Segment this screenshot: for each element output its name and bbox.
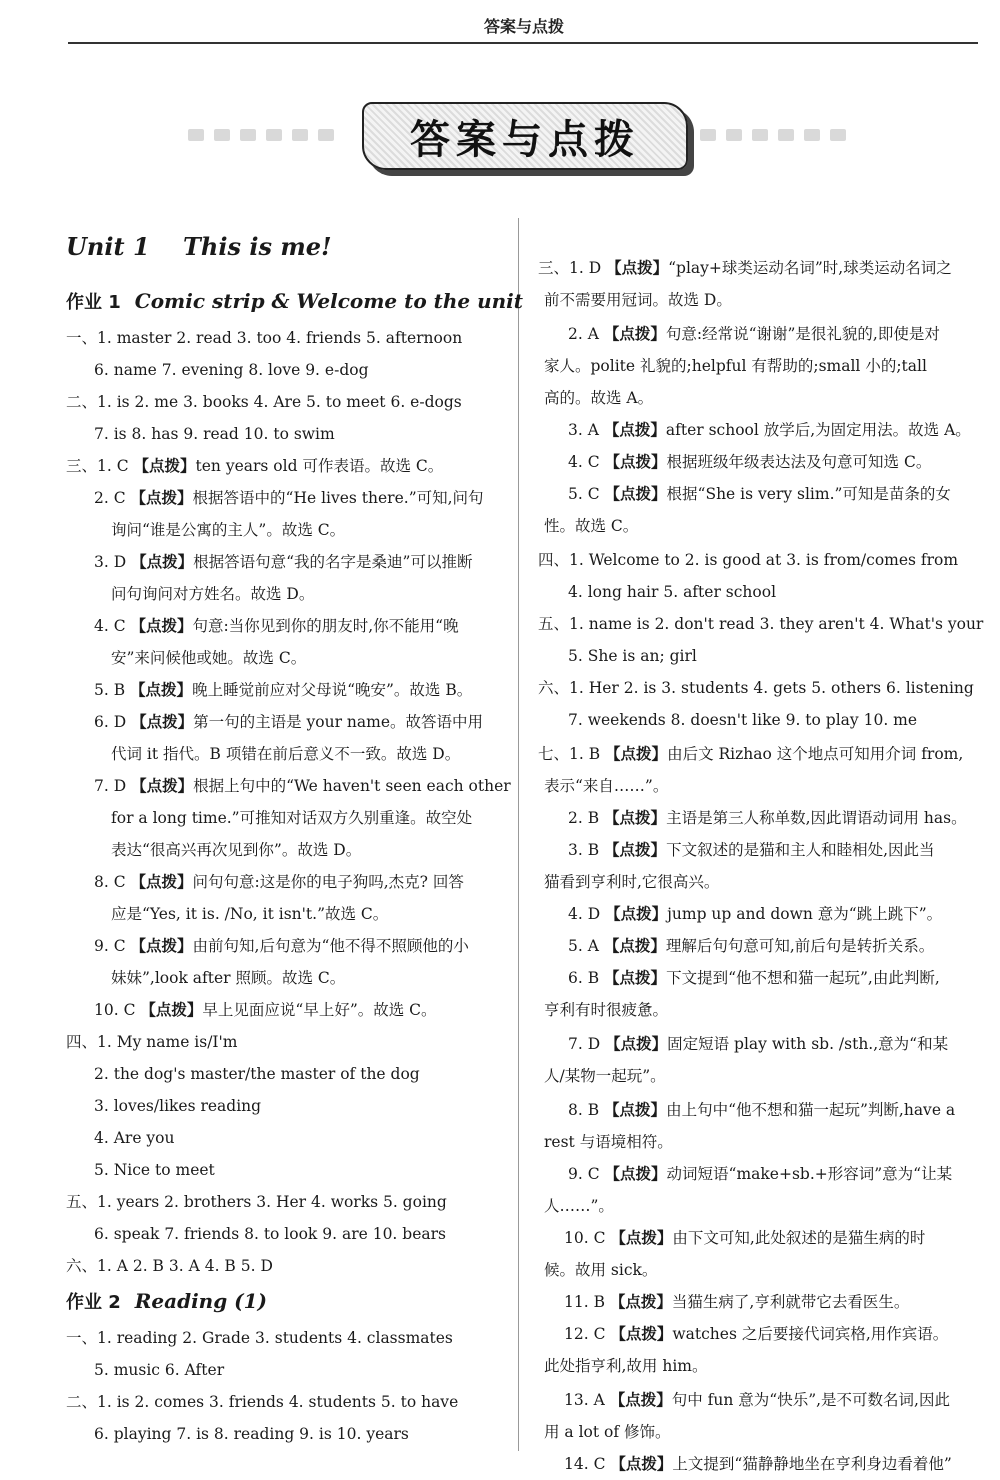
tip-marker: 【点拨】 — [604, 809, 667, 827]
answer-line: 此处指亨利,故用 him。 — [544, 1357, 708, 1375]
homework-2-label: 作业 2 — [66, 1292, 121, 1313]
tip-marker: 【点拨】 — [605, 1035, 668, 1053]
answer-line: 4. D 【点拨】jump up and down 意为“跳上跳下”。 — [568, 905, 943, 923]
answer-line: 亨利有时很疲惫。 — [544, 1001, 669, 1019]
answer-line: for a long time.”可推知对话双方久别重逢。故空处 — [111, 809, 473, 827]
tip-marker: 【点拨】 — [604, 969, 667, 987]
tip-marker: 【点拨】 — [130, 617, 193, 635]
answer-line: 2. B 【点拨】主语是第三人称单数,因此谓语动词用 has。 — [568, 809, 967, 827]
answer-line: 5. C 【点拨】根据“She is very slim.”可知是苗条的女 — [568, 485, 951, 503]
answer-line: 8. B 【点拨】由上句中“他不想和猫一起玩”判断,have a — [568, 1101, 956, 1119]
tip-marker: 【点拨】 — [604, 841, 667, 859]
answer-line: 表示“来自……”。 — [544, 777, 669, 795]
answer-line: 四、1. Welcome to 2. is good at 3. is from/comes from — [538, 551, 959, 569]
answer-line: 7. is 8. has 9. read 10. to swim — [94, 425, 335, 443]
answer-line: 5. music 6. After — [94, 1361, 225, 1379]
answer-line: 7. D 【点拨】固定短语 play with sb. /sth.,意为“和某 — [568, 1035, 949, 1053]
answer-line: rest 与语境相符。 — [544, 1133, 673, 1151]
tip-marker: 【点拨】 — [604, 485, 667, 503]
answer-line: 用 a lot of 修饰。 — [544, 1423, 671, 1441]
answer-line: 6. name 7. evening 8. love 9. e-dog — [94, 361, 369, 379]
answer-line: 14. C 【点拨】上文提到“猫静静地坐在亨利身边看着他” — [564, 1455, 952, 1473]
tip-marker: 【点拨】 — [130, 937, 193, 955]
answer-line: 3. B 【点拨】下文叙述的是猫和主人和睦相处,因此当 — [568, 841, 935, 859]
answer-line: 七、1. B 【点拨】由后文 Rizhao 这个地点可知用介词 from, — [538, 745, 964, 763]
answer-line: 8. C 【点拨】问句句意:这是你的电子狗吗,杰克? 回答 — [94, 873, 464, 891]
answer-line: 三、1. C 【点拨】ten years old 可作表语。故选 C。 — [66, 457, 444, 475]
answer-line: 3. loves/likes reading — [94, 1097, 262, 1115]
answer-line: 代词 it 指代。B 项错在前后意义不一致。故选 D。 — [111, 745, 461, 763]
tip-marker: 【点拨】 — [130, 489, 193, 507]
running-header: 答案与点拨 — [483, 17, 564, 36]
tip-marker: 【点拨】 — [140, 1001, 203, 1019]
answer-line: 3. D 【点拨】根据答语句意“我的名字是桑迪”可以推断 — [94, 553, 473, 571]
banner-title: 答案与点拨 — [410, 116, 640, 163]
answer-line: 4. C 【点拨】句意:当你见到你的朋友时,你不能用“晚 — [94, 617, 459, 635]
tip-marker: 【点拨】 — [604, 1101, 667, 1119]
tip-marker: 【点拨】 — [131, 777, 194, 795]
answer-line: 六、1. A 2. B 3. A 4. B 5. D — [66, 1257, 273, 1275]
answer-line: 五、1. name is 2. don't read 3. they aren't 4. What's your — [538, 615, 984, 633]
answer-line: 五、1. years 2. brothers 3. Her 4. works 5. going — [66, 1193, 447, 1211]
answer-line: 2. A 【点拨】句意:经常说“谢谢”是很礼貌的,即使是对 — [568, 325, 940, 343]
banner-decoration-left — [188, 126, 348, 148]
answer-line: 2. the dog's master/the master of the dog — [94, 1065, 420, 1083]
answer-line: 问句询问对方姓名。故选 D。 — [111, 585, 315, 603]
answer-line: 二、1. is 2. me 3. books 4. Are 5. to meet 6. e-dogs — [66, 393, 462, 411]
answer-line: 5. She is an; girl — [568, 647, 697, 665]
answer-line: 7. D 【点拨】根据上句中的“We haven't seen each other — [94, 777, 511, 795]
column-divider — [518, 218, 519, 1451]
answer-line: 9. C 【点拨】动词短语“make+sb.+形容词”意为“让某 — [568, 1165, 953, 1183]
tip-marker: 【点拨】 — [610, 1455, 673, 1473]
homework-1-title — [66, 288, 523, 314]
tip-marker: 【点拨】 — [131, 713, 194, 731]
homework-1-name: Comic strip & Welcome to the unit — [134, 289, 523, 313]
answer-line: 10. C 【点拨】早上见面应说“早上好”。故选 C。 — [94, 1001, 437, 1019]
answer-line: 12. C 【点拨】watches 之后要接代词宾格,用作宾语。 — [564, 1325, 949, 1343]
answer-line: 3. A 【点拨】after school 放学后,为固定用法。故选 A。 — [568, 421, 971, 439]
answer-line: 前不需要用冠词。故选 D。 — [544, 291, 732, 309]
answer-line: 性。故选 C。 — [544, 517, 639, 535]
answer-line: 询问“谁是公寓的主人”。故选 C。 — [111, 521, 346, 539]
tip-marker: 【点拨】 — [605, 905, 668, 923]
answer-line: 6. D 【点拨】第一句的主语是 your name。故答语中用 — [94, 713, 484, 731]
answer-line: 三、1. D 【点拨】“play+球类运动名词”时,球类运动名词之 — [538, 259, 952, 277]
answer-line: 四、1. My name is/I'm — [66, 1033, 238, 1051]
tip-marker: 【点拨】 — [609, 1391, 672, 1409]
answer-line: 六、1. Her 2. is 3. students 4. gets 5. others 6. listening — [538, 679, 974, 697]
tip-marker: 【点拨】 — [610, 1229, 673, 1247]
tip-marker: 【点拨】 — [603, 325, 666, 343]
tip-marker: 【点拨】 — [604, 453, 667, 471]
tip-marker: 【点拨】 — [603, 421, 666, 439]
answer-line: 高的。故选 A。 — [544, 389, 654, 407]
answer-line: 5. Nice to meet — [94, 1161, 215, 1179]
answer-line: 6. playing 7. is 8. reading 9. is 10. years — [94, 1425, 409, 1443]
tip-marker: 【点拨】 — [609, 1293, 672, 1311]
answer-line: 10. C 【点拨】由下文可知,此处叙述的是猫生病的时 — [564, 1229, 926, 1247]
tip-marker: 【点拨】 — [133, 457, 196, 475]
answer-line: 2. C 【点拨】根据答语中的“He lives there.”可知,问句 — [94, 489, 484, 507]
tip-marker: 【点拨】 — [131, 553, 194, 571]
answer-line: 4. Are you — [94, 1129, 175, 1147]
answer-line: 4. C 【点拨】根据班级年级表达法及句意可知选 C。 — [568, 453, 932, 471]
answer-line: 人……”。 — [544, 1197, 614, 1215]
answer-line: 6. B 【点拨】下文提到“他不想和猫一起玩”,由此判断, — [568, 969, 940, 987]
tip-marker: 【点拨】 — [605, 745, 668, 763]
unit-title: Unit 1 This is me! — [66, 232, 332, 261]
answer-line: 妹妹”,look after 照顾。故选 C。 — [111, 969, 346, 987]
answer-line: 7. weekends 8. doesn't like 9. to play 10. me — [568, 711, 918, 729]
answer-line: 家人。polite 礼貌的;helpful 有帮助的;small 小的;tall — [544, 357, 927, 375]
answer-line: 9. C 【点拨】由前句知,后句意为“他不得不照顾他的小 — [94, 937, 469, 955]
tip-marker: 【点拨】 — [606, 259, 669, 277]
tip-marker: 【点拨】 — [603, 937, 666, 955]
answer-line: 应是“Yes, it is. /No, it isn't.”故选 C。 — [111, 905, 389, 923]
answer-line: 人/某物一起玩”。 — [544, 1067, 666, 1085]
answer-line: 13. A 【点拨】句中 fun 意为“快乐”,是不可数名词,因此 — [564, 1391, 950, 1409]
answer-line: 一、1. reading 2. Grade 3. students 4. classmates — [66, 1329, 453, 1347]
answer-line: 猫看到亨利时,它很高兴。 — [544, 873, 720, 891]
tip-marker: 【点拨】 — [604, 1165, 667, 1183]
tip-marker: 【点拨】 — [130, 873, 193, 891]
answer-line: 5. A 【点拨】理解后句句意可知,前后句是转折关系。 — [568, 937, 935, 955]
tip-marker: 【点拨】 — [130, 681, 193, 699]
answer-line: 表达“很高兴再次见到你”。故选 D。 — [111, 841, 362, 859]
answer-line: 安”来问候他或她。故选 C。 — [111, 649, 307, 667]
section-banner — [362, 102, 688, 170]
answer-line: 6. speak 7. friends 8. to look 9. are 10. bears — [94, 1225, 446, 1243]
tip-marker: 【点拨】 — [610, 1325, 673, 1343]
answer-line: 一、1. master 2. read 3. too 4. friends 5. afternoon — [66, 329, 463, 347]
answer-line: 候。故用 sick。 — [544, 1261, 658, 1279]
homework-1-label: 作业 1 — [66, 292, 121, 313]
homework-2-title — [66, 1288, 267, 1314]
header-rule — [68, 42, 978, 44]
answer-line: 二、1. is 2. comes 3. friends 4. students 5. to have — [66, 1393, 459, 1411]
banner-decoration-right — [700, 126, 860, 148]
homework-2-name: Reading (1) — [134, 1289, 268, 1313]
answer-line: 5. B 【点拨】晚上睡觉前应对父母说“晚安”。故选 B。 — [94, 681, 473, 699]
answer-line: 11. B 【点拨】当猫生病了,亨利就带它去看医生。 — [564, 1293, 910, 1311]
answer-line: 4. long hair 5. after school — [568, 583, 777, 601]
